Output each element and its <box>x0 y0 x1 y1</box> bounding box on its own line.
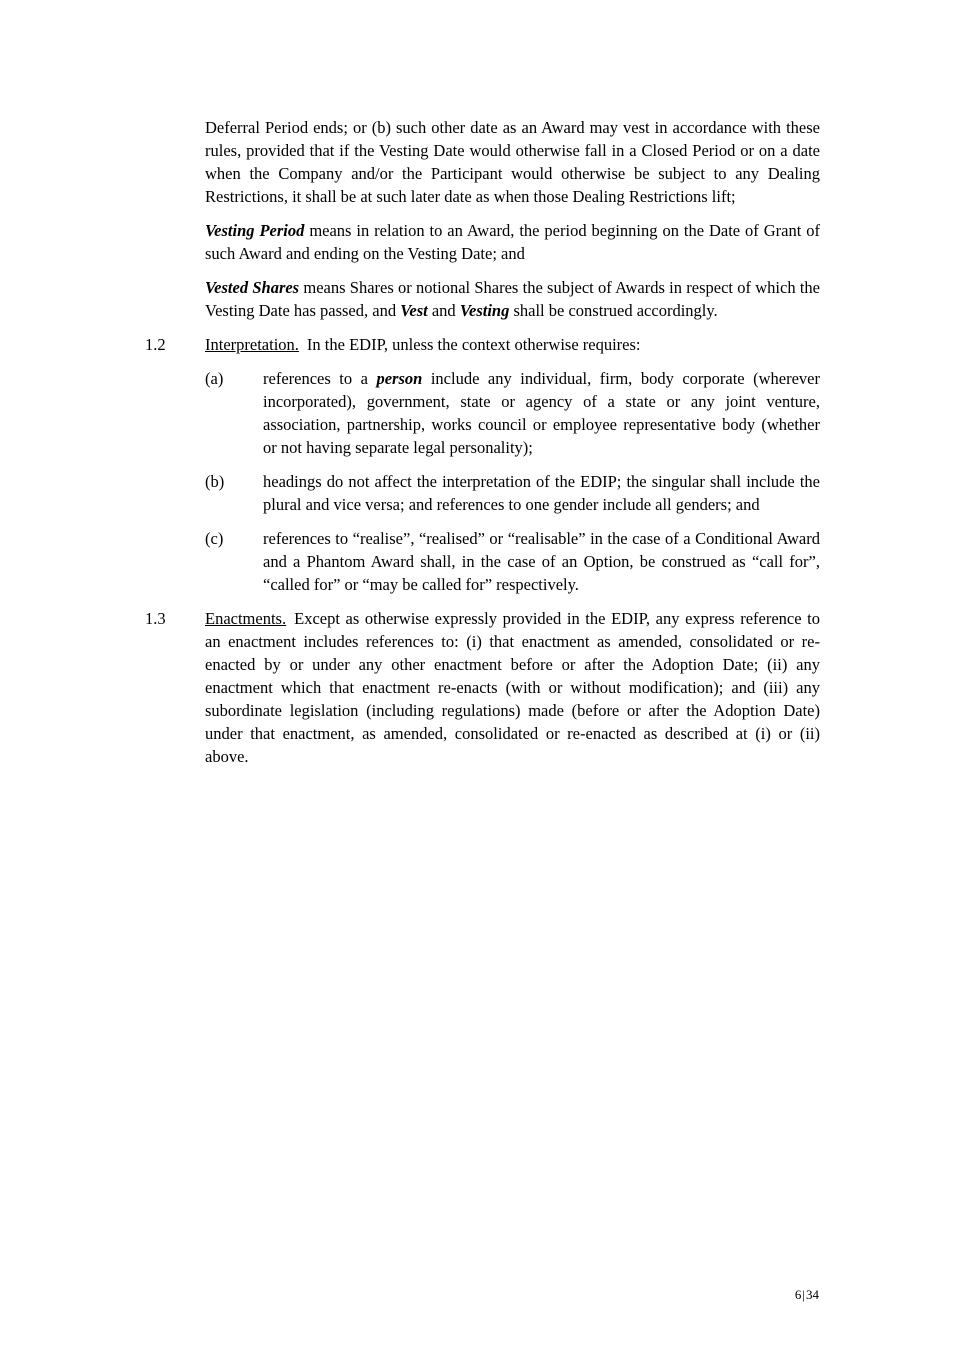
list-item-b <box>205 470 820 516</box>
defined-term-vested-shares: Vested Shares <box>205 278 300 297</box>
section-number: 1.2 <box>145 335 166 354</box>
defined-term-vesting: Vesting <box>459 301 510 320</box>
section-heading-interpretation: Interpretation. <box>205 335 299 354</box>
definition-vested-shares <box>205 276 820 322</box>
text-run: means in relation to an Award, the period beginning on the Date of Grant of such Award and ending on the Vesting Date; and <box>205 221 820 263</box>
list-item-c <box>205 527 820 596</box>
section-number: 1.3 <box>145 609 166 628</box>
text-run: headings do not affect the interpretation of the EDIP; the singular shall include the plural and vice versa; and references to one gender include all genders; and <box>263 472 820 514</box>
section-1-2-heading-row <box>205 333 820 356</box>
text-run: means Shares or notional Shares the subject of Awards in respect of which the Vesting Date has passed, and <box>205 278 820 320</box>
text-run: include any individual, firm, body corporate (wherever incorporated), government, state or agency of a state or any joint venture, association, partnership, works council or employee representative body (whether or not having separate legal personality); <box>263 369 820 457</box>
section-1-2 <box>145 333 820 356</box>
page-footer <box>795 1287 819 1303</box>
list-item-text <box>263 367 820 459</box>
text-run: shall be construed accordingly. <box>509 301 718 320</box>
list-item-label: (b) <box>205 472 225 491</box>
page-number-current: 6 <box>794 1287 802 1302</box>
defined-term-vest: Vest <box>400 301 428 320</box>
page-number-separator: | <box>802 1287 805 1302</box>
text-run: references to “realise”, “realised” or “realisable” in the case of a Conditional Award and a Phantom Award shall, in the case of an Option, be construed as “call for”, “called for” or “may be called for” respectively. <box>263 529 820 594</box>
list-item-label: (a) <box>205 369 224 388</box>
defined-term-vesting-period: Vesting Period <box>205 221 305 240</box>
text-run: references to a <box>263 369 377 388</box>
page-number-total: 34 <box>806 1287 819 1302</box>
list-item-text <box>263 470 820 516</box>
text-run: Except as otherwise expressly provided in the EDIP, any express reference to an enactment includes references to: (i) that enactment as amended, consolidated or re-enacted by or under any other enactment before or after the Adoption Date; (ii) any enactment which that enactment re-enacts (with or without modification); and (iii) any subordinate legislation (including regulations) made (before or after the Adoption Date) under that enactment, as amended, consolidated or re-enacted as described at (i) or (ii) above. <box>205 609 820 766</box>
text-run: In the EDIP, unless the context otherwise requires: <box>306 335 641 354</box>
list-item-a <box>205 367 820 459</box>
definition-vesting-period <box>205 219 820 265</box>
section-1-3-body <box>205 607 820 768</box>
text-run: and <box>427 301 460 320</box>
paragraph-deferral-continuation <box>205 116 820 208</box>
list-item-text <box>263 527 820 596</box>
text-run: Deferral Period ends; or (b) such other date as an Award may vest in accordance with these rules, provided that if the Vesting Date would otherwise fall in a Closed Period or on a date when the Company and/or the Participant would otherwise be subject to any Dealing Restrictions, it shall be at such later date as when those Dealing Restrictions lift; <box>205 118 820 206</box>
list-item-label: (c) <box>205 529 224 548</box>
section-heading-enactments: Enactments. <box>205 609 287 628</box>
defined-term-person: person <box>376 369 423 388</box>
section-1-3 <box>145 607 820 768</box>
